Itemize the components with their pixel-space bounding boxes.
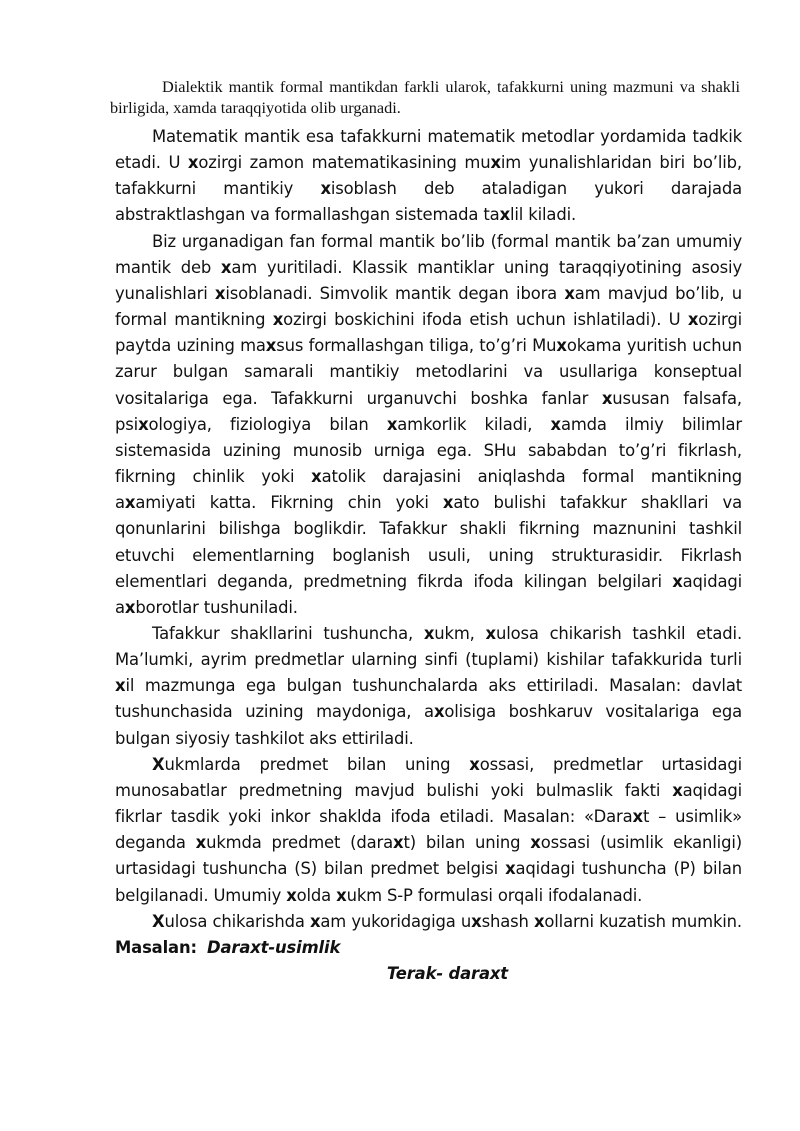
text-run: ologiya, fiziologiya bilan bbox=[148, 414, 387, 434]
bold-letter: x bbox=[320, 179, 331, 199]
bold-letter: x bbox=[187, 153, 199, 173]
text-run: olisiga boshkaruv vositalariga ega bulgan siyosiy tashkilot aks ettiriladi. bbox=[115, 702, 743, 748]
text-run: amiyati katta. Fikrning chin yoki bbox=[135, 493, 443, 513]
text-run: ato bulishi tafakkur shakllari va qonunlarini bilishga boglikdir. Tafakkur shakli fikrning maznunini tashkil etuvchi elementlarning boglanish usuli, uning strukturasidir. Fikrlash elementlari deganda, predmetning fikrda ifoda kilingan belgilari bbox=[115, 493, 742, 591]
text-run: Tafakkur shakllarini tushuncha, bbox=[152, 623, 424, 643]
bold-letter: x bbox=[490, 153, 501, 173]
bold-letter: x bbox=[564, 283, 575, 303]
bold-letter: x bbox=[499, 205, 510, 225]
bold-letter: x bbox=[550, 414, 561, 434]
bold-letter: x bbox=[672, 571, 683, 591]
example-premise: Daraxt-usimlik bbox=[207, 937, 341, 957]
text-run: ossasi, predmetlar urtasidagi munosabatlar predmetning mavjud bulishi yoki bulmaslik fakti bbox=[115, 754, 742, 800]
text-run: amda ilmiy bilimlar sistemasida uzining munosib urniga ega. SHu sababdan to’g’ri fikrlash, fikrning chinlik yoki bbox=[115, 414, 743, 487]
text-run: t) bilan uning bbox=[403, 833, 531, 853]
example-second-premise: Terak- daraxt bbox=[386, 964, 508, 983]
bold-letter: x bbox=[286, 885, 297, 905]
text-run: ulosa chikarish tashkil etadi. Ma’lumki, ayrim predmetlar ularning sinfi (tuplami) kishilar tafakkurida turli bbox=[115, 623, 742, 670]
paragraph-judgements bbox=[115, 752, 742, 909]
bold-letter: x bbox=[386, 414, 398, 434]
bold-letter: x bbox=[124, 597, 136, 617]
bold-letter: x bbox=[533, 911, 545, 931]
bold-letter: x bbox=[393, 833, 404, 853]
text-run: am yuritiladi. Klassik mantiklar uning taraqqiyotining asosiy yunalishlari bbox=[115, 257, 742, 303]
paragraph-formal-logic bbox=[115, 229, 742, 621]
text-run: t – usimlik» deganda bbox=[115, 807, 742, 853]
text-run: shash bbox=[481, 911, 534, 931]
bold-letter: x bbox=[469, 754, 480, 774]
intro-paragraph bbox=[110, 76, 740, 118]
text-run: isoblanadi. Simvolik mantik degan ibora bbox=[225, 283, 565, 303]
intro-text: Dialektik mantik formal mantikdan farkli ularok, tafakkurni uning mazmuni va shakli birligida, xamda taraqqiyotida olib urganadi. bbox=[110, 77, 740, 117]
text-run: ukm, bbox=[434, 623, 486, 643]
text-run: ozirgi boskichini ifoda etish uchun ishlatiladi). U bbox=[283, 310, 688, 330]
bold-letter: X bbox=[152, 911, 165, 931]
bold-letter: x bbox=[423, 623, 435, 643]
text-run: ozirgi paytda uzining ma bbox=[115, 310, 742, 356]
text-run: atolik darajasini aniqlashda formal mantikning a bbox=[115, 467, 743, 513]
text-run: am mavjud bo’lib, u formal mantikning bbox=[115, 283, 742, 330]
text-run: ossasi (usimlik ekanligi) urtasidagi tushuncha (S) bilan predmet belgisi bbox=[115, 833, 742, 879]
text-run: ususan falsafa, psi bbox=[115, 388, 742, 434]
text-run: im yunalishlaridan biri bo’lib, tafakkurni mantikiy bbox=[115, 153, 742, 199]
bold-letter: x bbox=[309, 911, 321, 931]
text-run: borotlar tushuniladi. bbox=[135, 597, 298, 617]
bold-letter: x bbox=[601, 388, 613, 408]
text-run: aqidagi tushuncha (P) bilan belgilanadi. Umumiy bbox=[115, 859, 742, 905]
bold-letter: x bbox=[214, 283, 226, 303]
text-run: olda bbox=[296, 885, 337, 905]
bold-letter: x bbox=[505, 859, 516, 879]
example-line bbox=[115, 961, 742, 987]
text-run: ulosa chikarishda bbox=[164, 911, 310, 931]
text-run: ollarni kuzatish mumkin. bbox=[544, 911, 742, 931]
text-run: am yukoridagiga u bbox=[320, 911, 472, 931]
text-run: okama yuritish uchun zarur bulgan samarali mantikiy metodlarini va usullariga konseptual vositalariga ega. Tafakkurni urganuvchi boshka fanlar bbox=[115, 336, 742, 408]
text-run: ukmlarda predmet bilan uning bbox=[164, 754, 470, 774]
bold-letter: x bbox=[433, 702, 445, 722]
bold-letter: x bbox=[687, 310, 699, 330]
text-run: Biz urganadigan fan formal mantik bo’lib (formal mantik ba’zan umumiy mantik deb bbox=[115, 231, 742, 277]
paragraph-inference bbox=[115, 909, 742, 961]
paragraph-forms-of-thought bbox=[115, 621, 742, 752]
text-run: ozirgi zamon matematikasining mu bbox=[198, 153, 491, 173]
bold-letter: x bbox=[485, 623, 496, 643]
text-run: aqidagi a bbox=[115, 571, 742, 617]
bold-letter: x bbox=[471, 911, 482, 931]
text-run: aqidagi fikrlar tasdik yoki inkor shaklda ifoda etiladi. Masalan: «Dara bbox=[115, 780, 742, 827]
bold-letter: x bbox=[336, 885, 347, 905]
text-run: sus formallashgan tiliga, to’g’ri Mu bbox=[276, 336, 557, 356]
bold-letter: x bbox=[530, 833, 541, 853]
bold-letter: x bbox=[115, 676, 126, 696]
text-run: Matematik mantik esa tafakkurni matematik metodlar yordamida tadkik etadi. U bbox=[115, 127, 742, 173]
text-run: lil kiladi. bbox=[510, 205, 577, 225]
bold-letter: x bbox=[195, 833, 207, 853]
bold-letter: X bbox=[152, 754, 165, 774]
example-label: Masalan: bbox=[115, 937, 197, 957]
document-body bbox=[115, 124, 742, 987]
bold-letter: x bbox=[556, 336, 567, 356]
bold-letter: x bbox=[311, 467, 322, 487]
bold-letter: x bbox=[672, 780, 683, 800]
bold-letter: x bbox=[442, 493, 454, 513]
bold-letter: x bbox=[138, 414, 149, 434]
text-run: il mazmunga ega bulgan tushunchalarda aks ettiriladi. Masalan: davlat tushunchasida uzining maydoniga, a bbox=[115, 676, 742, 722]
bold-letter: x bbox=[124, 493, 136, 513]
bold-letter: x bbox=[220, 257, 232, 277]
text-run: ukmda predmet (dara bbox=[206, 833, 394, 853]
text-run: isoblash deb ataladigan yukori darajada abstraktlashgan va formallashgan sistemada ta bbox=[115, 179, 742, 225]
text-run: amkorlik kiladi, bbox=[397, 414, 551, 434]
bold-letter: x bbox=[265, 336, 277, 356]
bold-letter: x bbox=[272, 310, 284, 330]
text-run: ukm S-P formulasi orqali ifodalanadi. bbox=[346, 885, 643, 905]
bold-letter: x bbox=[632, 807, 643, 827]
paragraph-mathematical-logic bbox=[115, 124, 742, 229]
